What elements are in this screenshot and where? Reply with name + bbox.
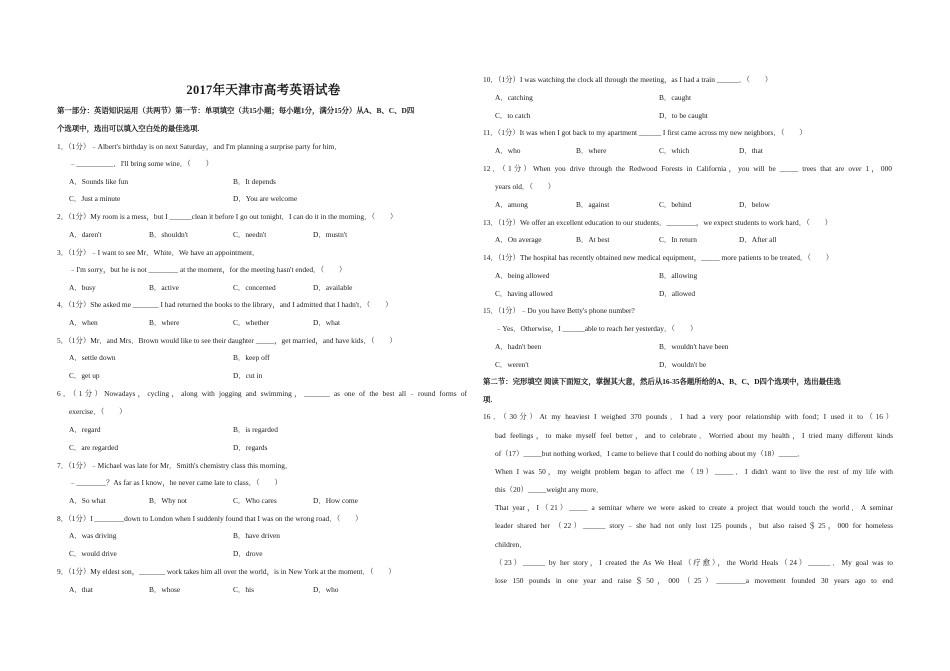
option-d[interactable]: D．available bbox=[313, 283, 353, 292]
passage-line: When I was 50，my weight problem began to affect me（19）_____．I didn't want to live the rest of my life with bbox=[495, 467, 893, 476]
passage-line: （23）______ by her story，I created the As We Heal（疗愈），the World Heals（24）______．My goal was to bbox=[495, 558, 893, 567]
option-a[interactable]: A．settle down bbox=[69, 353, 116, 362]
option-d[interactable]: D．wouldn't be bbox=[659, 360, 707, 369]
option-c[interactable]: C．get up bbox=[69, 371, 100, 380]
passage-line: children． bbox=[495, 540, 527, 549]
option-a[interactable]: A．catching bbox=[495, 93, 533, 102]
question-stem: 5．（1分）Mr．and Mrs．Brown would like to see their daughter _____，get married，and have kids．（ ） bbox=[57, 336, 397, 345]
option-a[interactable]: A．when bbox=[69, 318, 98, 327]
option-a[interactable]: A．Sounds like fun bbox=[69, 177, 129, 186]
question-stem: 13．（1分）We offer an excellent education to our students．________，we expect students to work hard．（ ） bbox=[483, 218, 833, 227]
option-c[interactable]: C．which bbox=[659, 146, 690, 155]
option-b[interactable]: B．wouldn't have been bbox=[659, 342, 729, 351]
question-stem-line2: years old．（ ） bbox=[495, 182, 556, 191]
option-b[interactable]: B．allowing bbox=[659, 271, 698, 280]
question-stem: 11．（1分）It was when I got back to my apartment ______ I first came across my new neighbors．（ ） bbox=[483, 128, 807, 137]
option-b[interactable]: B．have driven bbox=[233, 531, 280, 540]
passage-line: of（17）_____but nothing worked．I came to believe that I could do nothing about my（18）_____． bbox=[495, 449, 805, 458]
option-d[interactable]: D．who bbox=[313, 585, 339, 594]
option-d[interactable]: D．You are welcome bbox=[233, 194, 298, 203]
question-stem: 3．（1分）﹣I want to see Mr．White．We have an appointment． bbox=[57, 248, 260, 257]
option-b[interactable]: B．active bbox=[149, 283, 179, 292]
option-d[interactable]: D．regards bbox=[233, 443, 268, 452]
page-title: 2017年天津市高考英语试卷 bbox=[186, 83, 341, 97]
option-b[interactable]: B．Why not bbox=[149, 496, 187, 505]
option-a[interactable]: A．regard bbox=[69, 425, 101, 434]
question-stem: 7．（1分）﹣Michael was late for Mr．Smith's chemistry class this morning． bbox=[57, 461, 293, 470]
question-stem: 12．（1分）When you drive through the Redwood Forests in California，you will be _____ trees that are over 1，000 bbox=[483, 164, 892, 173]
option-a[interactable]: A．who bbox=[495, 146, 521, 155]
option-b[interactable]: B．where bbox=[576, 146, 607, 155]
option-d[interactable]: D．mustn't bbox=[313, 230, 348, 239]
option-a[interactable]: A．On average bbox=[495, 235, 542, 244]
option-d[interactable]: D．How come bbox=[313, 496, 358, 505]
section1-header-line2: 个选项中，选出可以填入空白处的最佳选项. bbox=[57, 124, 200, 133]
question-stem-line2: ﹣________？As far as I know，he never came late to class．（ ） bbox=[69, 478, 282, 487]
option-c[interactable]: C．having allowed bbox=[495, 289, 553, 298]
question-stem: 9．（1分）My eldest son，_______ work takes him all over the world，is in New York at the moment．（ ） bbox=[57, 567, 396, 576]
passage-line: leader shared her （22）______ story﹣she had not only lost 125 pounds，but also raised＄25，000 for homeless bbox=[495, 521, 893, 530]
option-d[interactable]: D．to be caught bbox=[659, 111, 708, 120]
question-stem: 8．（1分）I ________down to London when I suddenly found that I was on the wrong road．（ ） bbox=[57, 514, 363, 523]
section1-header-line1: 第一部分：英语知识运用（共两节）第一节：单项填空（共15小题；每小题1分，满分15分）从A、B、C、D四 bbox=[57, 106, 415, 115]
option-c[interactable]: C．In return bbox=[659, 235, 697, 244]
question-stem-line2: ﹣I'm sorry，but he is not ________ at the moment，for the meeting hasn't ended．（ ） bbox=[69, 265, 347, 274]
passage-line: bad feelings，to make myself feel better，and to celebrate．Worried about my health，I tried many different kinds bbox=[495, 431, 893, 440]
section2-header-line2: 项. bbox=[483, 395, 493, 404]
option-d[interactable]: D．After all bbox=[739, 235, 777, 244]
option-c[interactable]: C．weren't bbox=[495, 360, 529, 369]
option-a[interactable]: A．So what bbox=[69, 496, 106, 505]
option-c[interactable]: C．needn't bbox=[233, 230, 267, 239]
option-b[interactable]: B．It depends bbox=[233, 177, 276, 186]
option-c[interactable]: C．would drive bbox=[69, 549, 117, 558]
passage-line: lose 150 pounds in one year and raise＄50，000（25）________a movement founded 30 years ago to end bbox=[495, 576, 893, 585]
option-c[interactable]: C．behind bbox=[659, 200, 692, 209]
section2-header-line1: 第二节：完形填空 阅读下面短文，掌握其大意，然后从16-35各题所给的A、B、C、D四个选项中，选出最佳选 bbox=[483, 377, 841, 386]
option-b[interactable]: B．keep off bbox=[233, 353, 270, 362]
option-d[interactable]: D．below bbox=[739, 200, 770, 209]
question-stem-line2: exercise．（ ） bbox=[69, 407, 127, 416]
option-c[interactable]: C．whether bbox=[233, 318, 270, 327]
option-c[interactable]: C．Who cares bbox=[233, 496, 277, 505]
passage-line: That year，I（21）_____ a seminar where we were asked to create a project that would touch the world．A seminar bbox=[495, 503, 893, 512]
option-c[interactable]: C．are regarded bbox=[69, 443, 119, 452]
option-d[interactable]: D．that bbox=[739, 146, 763, 155]
option-a[interactable]: A．that bbox=[69, 585, 93, 594]
option-b[interactable]: B．caught bbox=[659, 93, 692, 102]
option-b[interactable]: B．against bbox=[576, 200, 610, 209]
question-stem: 14．（1分）The hospital has recently obtained new medical equipment，_____ more patients to be treated．（ ） bbox=[483, 253, 834, 262]
option-b[interactable]: B．is regarded bbox=[233, 425, 278, 434]
option-a[interactable]: A．was driving bbox=[69, 531, 117, 540]
option-b[interactable]: B．shouldn't bbox=[149, 230, 189, 239]
question-stem-line2: ﹣Yes．Otherwise，I ______able to reach her yesterday．（ ） bbox=[495, 324, 698, 333]
option-d[interactable]: D．cut in bbox=[233, 371, 263, 380]
option-a[interactable]: A．hadn't been bbox=[495, 342, 542, 351]
question-stem: 4．（1分）She asked me _______ I had returned the books to the library，and I admitted that I hadn't．（ ） bbox=[57, 300, 393, 309]
option-a[interactable]: A．being allowed bbox=[495, 271, 550, 280]
question-stem: 6．（1分）Nowadays，cycling，along with jogging and swimming，_______ as one of the best all﹣round forms of bbox=[57, 389, 467, 398]
option-b[interactable]: B．At best bbox=[576, 235, 610, 244]
option-a[interactable]: A．among bbox=[495, 200, 528, 209]
option-d[interactable]: D．what bbox=[313, 318, 341, 327]
option-b[interactable]: B．whose bbox=[149, 585, 181, 594]
option-b[interactable]: B．where bbox=[149, 318, 180, 327]
question-stem: 10．（1分）I was watching the clock all through the meeting，as I had a train ______．（ ） bbox=[483, 75, 773, 84]
option-a[interactable]: A．busy bbox=[69, 283, 96, 292]
option-d[interactable]: D．drove bbox=[233, 549, 263, 558]
option-c[interactable]: C．concerned bbox=[233, 283, 276, 292]
passage-line: 16．（30分）At my heaviest I weighed 370 pounds．I had a very poor relationship with food；I used it to（16） bbox=[483, 412, 893, 421]
question-stem-line2: ﹣__________．I'll bring some wine．（ ） bbox=[69, 159, 213, 168]
question-stem: 1．（1分）﹣Albert's birthday is on next Saturday，and I'm planning a surprise party for him． bbox=[57, 142, 342, 151]
question-stem: 15．（1分）﹣Do you have Betty's phone number? bbox=[483, 306, 635, 315]
passage-line: this（20）_____weight any more． bbox=[495, 485, 604, 494]
option-c[interactable]: C．his bbox=[233, 585, 254, 594]
option-a[interactable]: A．daren't bbox=[69, 230, 102, 239]
question-stem: 2．（1分）My room is a mess，but I ______clean it before I go out tonight．I can do it in the morning．（ ） bbox=[57, 212, 398, 221]
option-c[interactable]: C．to catch bbox=[495, 111, 531, 120]
option-c[interactable]: C．Just a minute bbox=[69, 194, 121, 203]
option-d[interactable]: D．allowed bbox=[659, 289, 696, 298]
